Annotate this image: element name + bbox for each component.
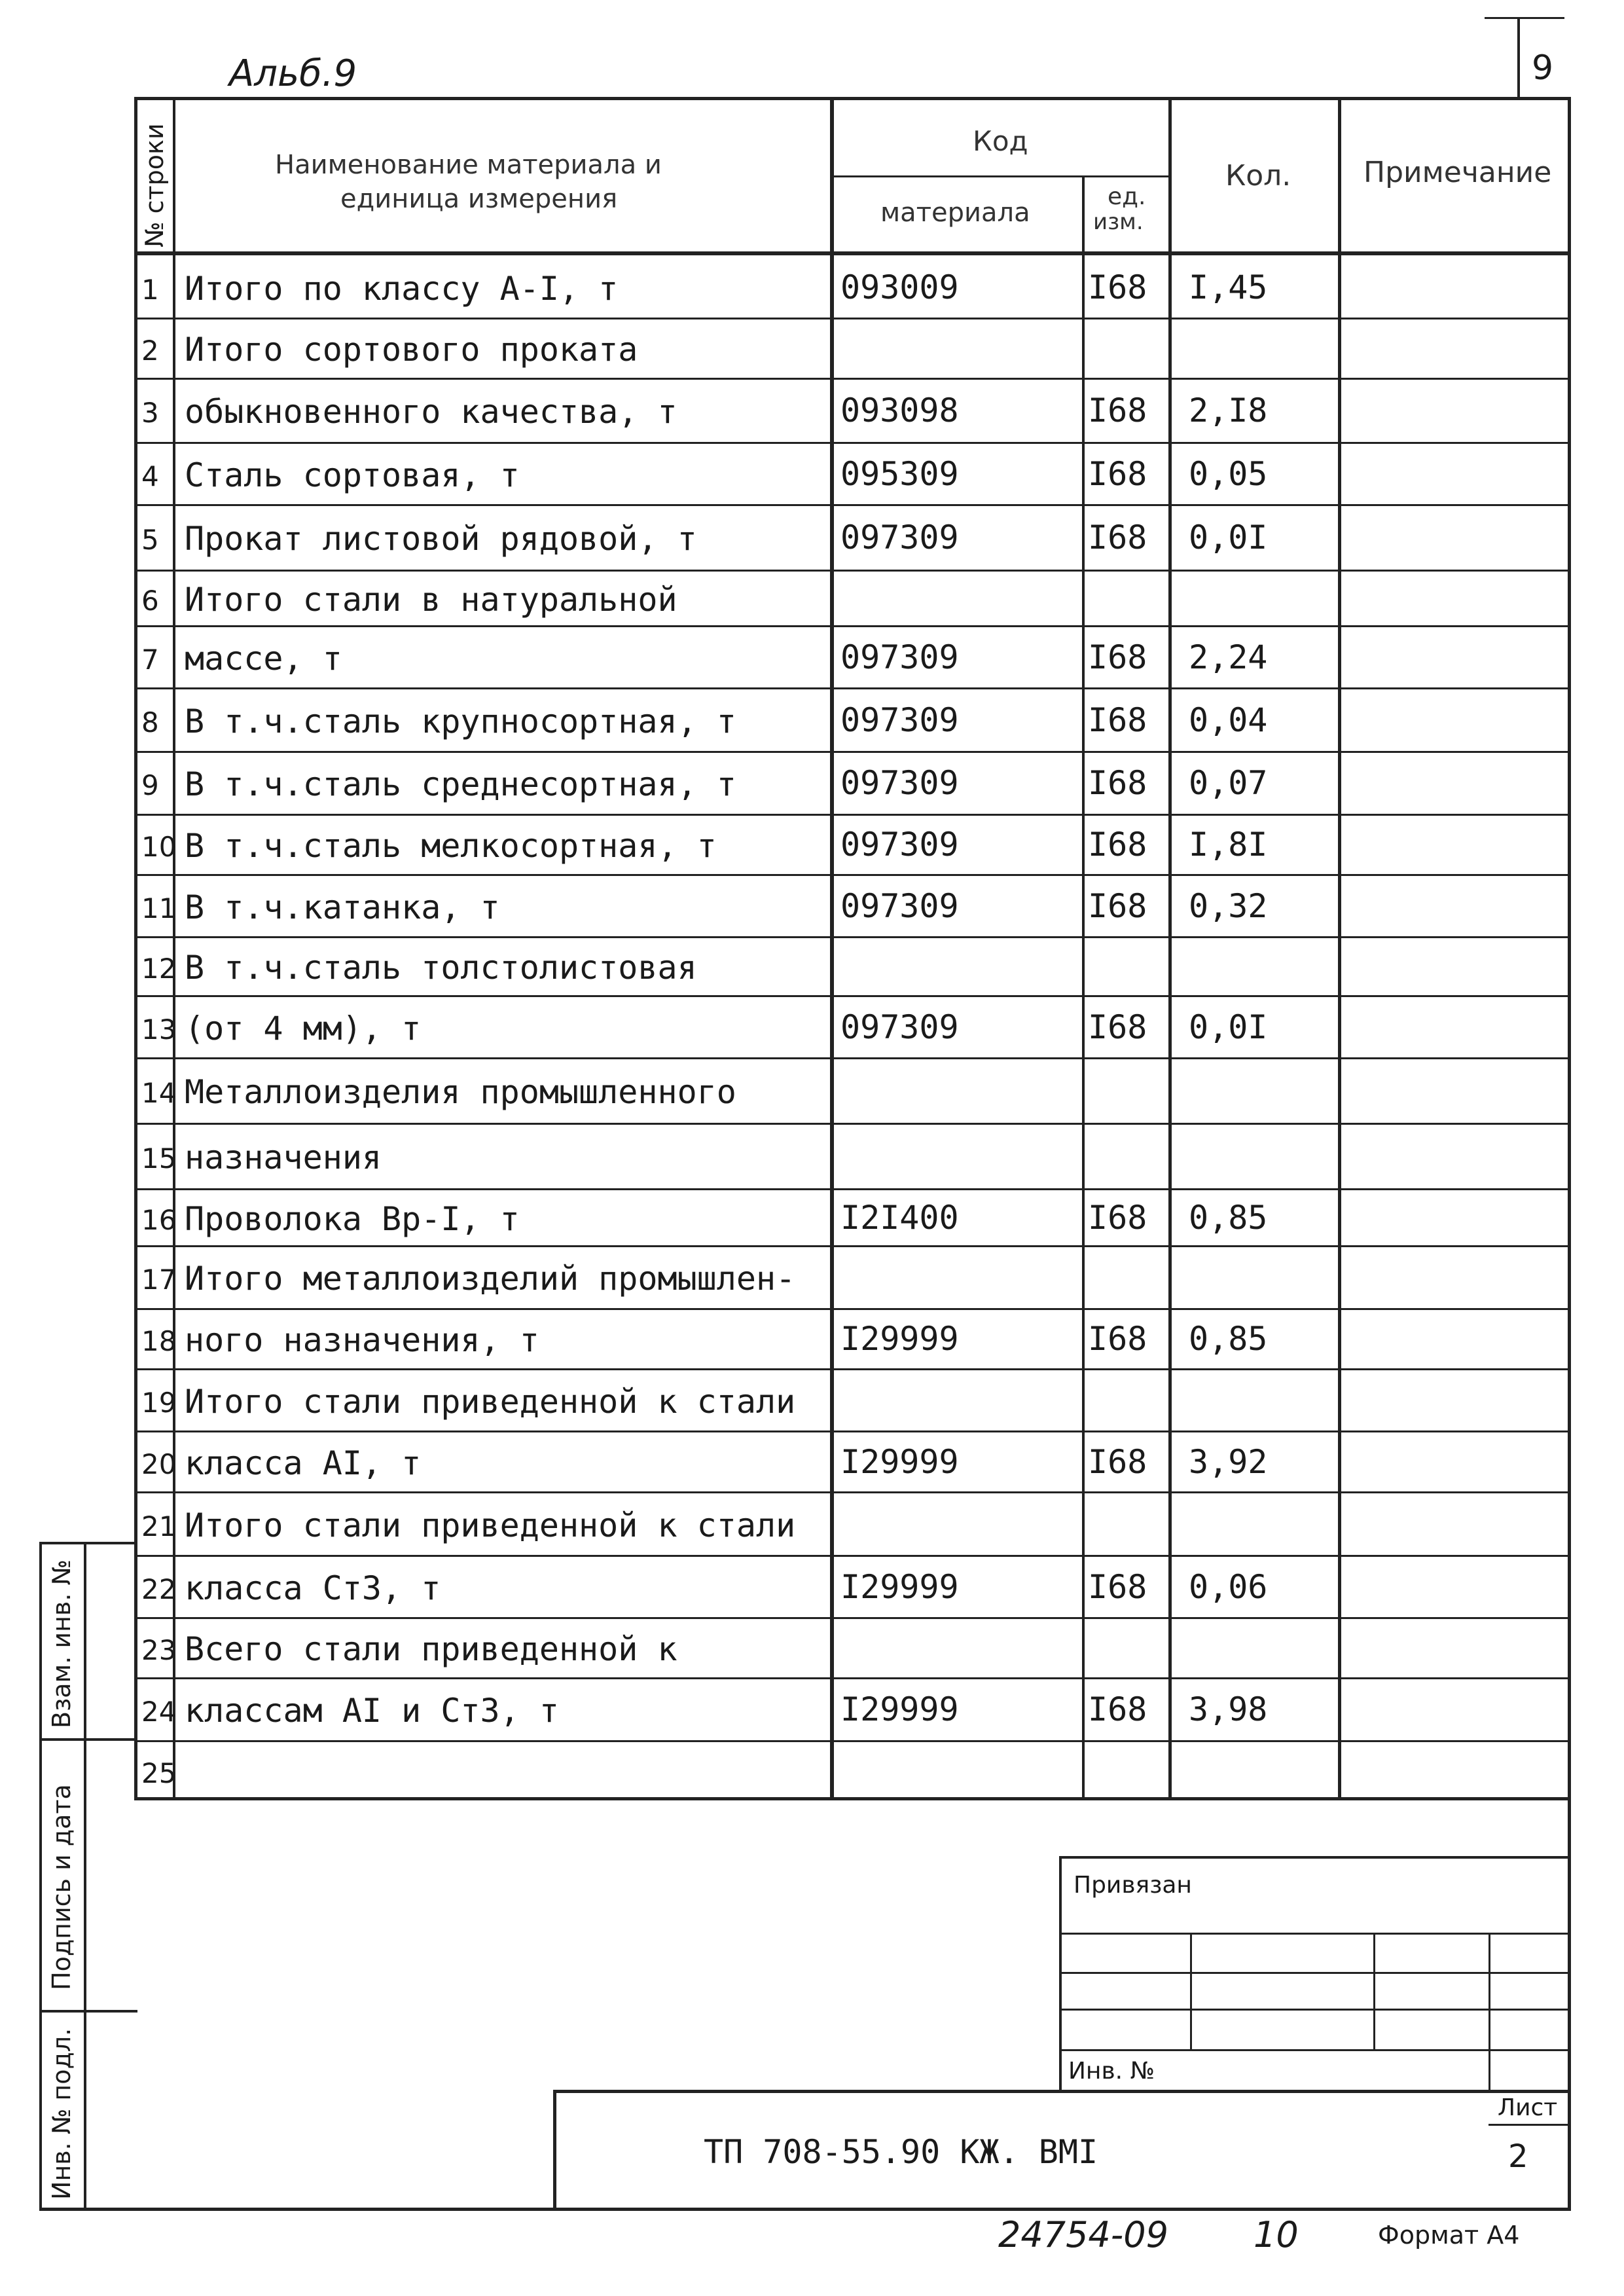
- quantity: I,45: [1189, 268, 1268, 306]
- row-number: 8: [141, 706, 159, 738]
- row-number: 4: [141, 460, 159, 492]
- material-name: Металлоизделия промышленного: [185, 1073, 736, 1111]
- unit-code: I68: [1088, 1568, 1147, 1606]
- unit-code: I68: [1088, 701, 1147, 739]
- row-number: 13: [141, 1013, 177, 1046]
- row-number: 25: [141, 1757, 177, 1789]
- unit-code: I68: [1088, 887, 1147, 925]
- quantity: 3,98: [1189, 1690, 1268, 1728]
- quantity: 3,92: [1189, 1443, 1268, 1481]
- code-material-header: материала: [880, 198, 1030, 228]
- album-label: Альб.9: [229, 52, 357, 95]
- material-name: классам AI и Ст3, т: [185, 1692, 559, 1730]
- format-label: Формат А4: [1378, 2221, 1520, 2250]
- row-number: 1: [141, 274, 159, 306]
- row-number: 21: [141, 1510, 177, 1542]
- row-number: 16: [141, 1204, 177, 1236]
- code-header: Код: [973, 125, 1028, 157]
- material-code: 097309: [840, 638, 959, 676]
- unit-code: I68: [1088, 1320, 1147, 1358]
- row-number: 6: [141, 585, 159, 617]
- privyazan-label: Привязан: [1074, 1872, 1192, 1899]
- row-number: 24: [141, 1696, 177, 1728]
- material-code: I29999: [840, 1690, 959, 1728]
- unit-code: I68: [1088, 1443, 1147, 1481]
- row-number: 10: [141, 831, 177, 863]
- material-code: 097309: [840, 764, 959, 802]
- material-code: 097309: [840, 701, 959, 739]
- row-number: 15: [141, 1142, 177, 1175]
- material-name: обыкновенного качества, т: [185, 393, 677, 431]
- material-code: I29999: [840, 1443, 959, 1481]
- material-name: Итого металлоизделий промышлен-: [185, 1260, 796, 1298]
- material-name: Сталь сортовая, т: [185, 456, 520, 494]
- quantity: 0,32: [1189, 887, 1268, 925]
- inv-podl-label: Инв. № подл.: [47, 2028, 76, 2200]
- vzam-inv-label: Взам. инв. №: [47, 1559, 76, 1728]
- row-number: 14: [141, 1077, 177, 1109]
- material-name: Итого стали приведенной к стали: [185, 1383, 796, 1421]
- material-code: 093098: [840, 392, 959, 429]
- unit-code: I68: [1088, 638, 1147, 676]
- material-code: 097309: [840, 887, 959, 925]
- material-code: I29999: [840, 1320, 959, 1358]
- quantity: 0,05: [1189, 455, 1268, 493]
- handwritten-number: 24754-09: [998, 2214, 1168, 2255]
- row-number: 12: [141, 953, 177, 985]
- quantity: I,8I: [1189, 826, 1268, 864]
- row-number: 9: [141, 769, 159, 801]
- material-name: назначения: [185, 1139, 382, 1176]
- row-number-header: № строки: [140, 123, 169, 247]
- podpis-data-label: Подпись и дата: [47, 1784, 76, 1990]
- quantity: 0,85: [1189, 1320, 1268, 1358]
- unit-header-line1: ед.: [1108, 183, 1146, 210]
- material-name: В т.ч.сталь крупносортная, т: [185, 702, 736, 740]
- row-number: 11: [141, 892, 177, 924]
- quantity: 0,07: [1189, 764, 1268, 802]
- row-number: 19: [141, 1387, 177, 1419]
- name-header-line1: Наименование материала и: [275, 150, 662, 180]
- material-name: Всего стали приведенной к: [185, 1630, 677, 1668]
- material-name: массе, т: [185, 640, 342, 678]
- row-number: 23: [141, 1634, 177, 1666]
- quantity: 0,04: [1189, 701, 1268, 739]
- unit-code: I68: [1088, 1008, 1147, 1046]
- material-code: 093009: [840, 268, 959, 306]
- material-code: 097309: [840, 519, 959, 556]
- unit-code: I68: [1088, 1199, 1147, 1237]
- material-name: Итого по классу А-I, т: [185, 270, 619, 308]
- material-name: класса AI, т: [185, 1444, 422, 1482]
- material-name: Проволока Вр-I, т: [185, 1200, 520, 1238]
- unit-code: I68: [1088, 268, 1147, 306]
- quantity: 0,0I: [1189, 1008, 1268, 1046]
- unit-code: I68: [1088, 1690, 1147, 1728]
- row-number: 7: [141, 644, 159, 676]
- material-name: Прокат листовой рядовой, т: [185, 520, 697, 558]
- material-name: В т.ч.сталь толстолистовая: [185, 949, 697, 987]
- quantity: 2,I8: [1189, 392, 1268, 429]
- material-name: В т.ч.сталь мелкосортная, т: [185, 827, 717, 865]
- material-name: ного назначения, т: [185, 1321, 539, 1359]
- name-header-line2: единица измерения: [340, 184, 618, 214]
- sheet-label: Лист: [1498, 2094, 1558, 2121]
- material-code: I2I400: [840, 1199, 959, 1237]
- sheet-number: 2: [1508, 2138, 1528, 2175]
- unit-code: I68: [1088, 519, 1147, 556]
- quantity: 0,0I: [1189, 519, 1268, 556]
- material-name: Итого стали в натуральной: [185, 581, 677, 619]
- quantity: 0,06: [1189, 1568, 1268, 1606]
- material-name: Итого сортового проката: [185, 331, 638, 369]
- row-number: 5: [141, 524, 159, 556]
- material-name: класса Ст3, т: [185, 1569, 441, 1607]
- qty-header: Кол.: [1225, 159, 1291, 192]
- row-number: 17: [141, 1264, 177, 1296]
- document-code: ТП 708-55.90 КЖ. ВМI: [704, 2133, 1098, 2171]
- quantity: 0,85: [1189, 1199, 1268, 1237]
- unit-code: I68: [1088, 455, 1147, 493]
- unit-code: I68: [1088, 826, 1147, 864]
- row-number: 18: [141, 1325, 177, 1357]
- row-number: 20: [141, 1448, 177, 1480]
- note-header: Примечание: [1363, 156, 1552, 189]
- row-number: 2: [141, 335, 159, 367]
- material-name: (от 4 мм), т: [185, 1010, 422, 1048]
- material-name: В т.ч.катанка, т: [185, 888, 500, 926]
- page-number: 9: [1532, 48, 1554, 88]
- material-code: 097309: [840, 826, 959, 864]
- unit-code: I68: [1088, 392, 1147, 429]
- row-number: 3: [141, 397, 159, 429]
- unit-header-line2: изм.: [1093, 209, 1144, 235]
- row-number: 22: [141, 1573, 177, 1605]
- material-code: 097309: [840, 1008, 959, 1046]
- inv-no-label: Инв. №: [1068, 2058, 1155, 2085]
- material-name: В т.ч.сталь среднесортная, т: [185, 765, 736, 803]
- quantity: 2,24: [1189, 638, 1268, 676]
- material-code: I29999: [840, 1568, 959, 1606]
- handwritten-page: 10: [1254, 2214, 1299, 2255]
- material-name: Итого стали приведенной к стали: [185, 1506, 796, 1544]
- material-code: 095309: [840, 455, 959, 493]
- unit-code: I68: [1088, 764, 1147, 802]
